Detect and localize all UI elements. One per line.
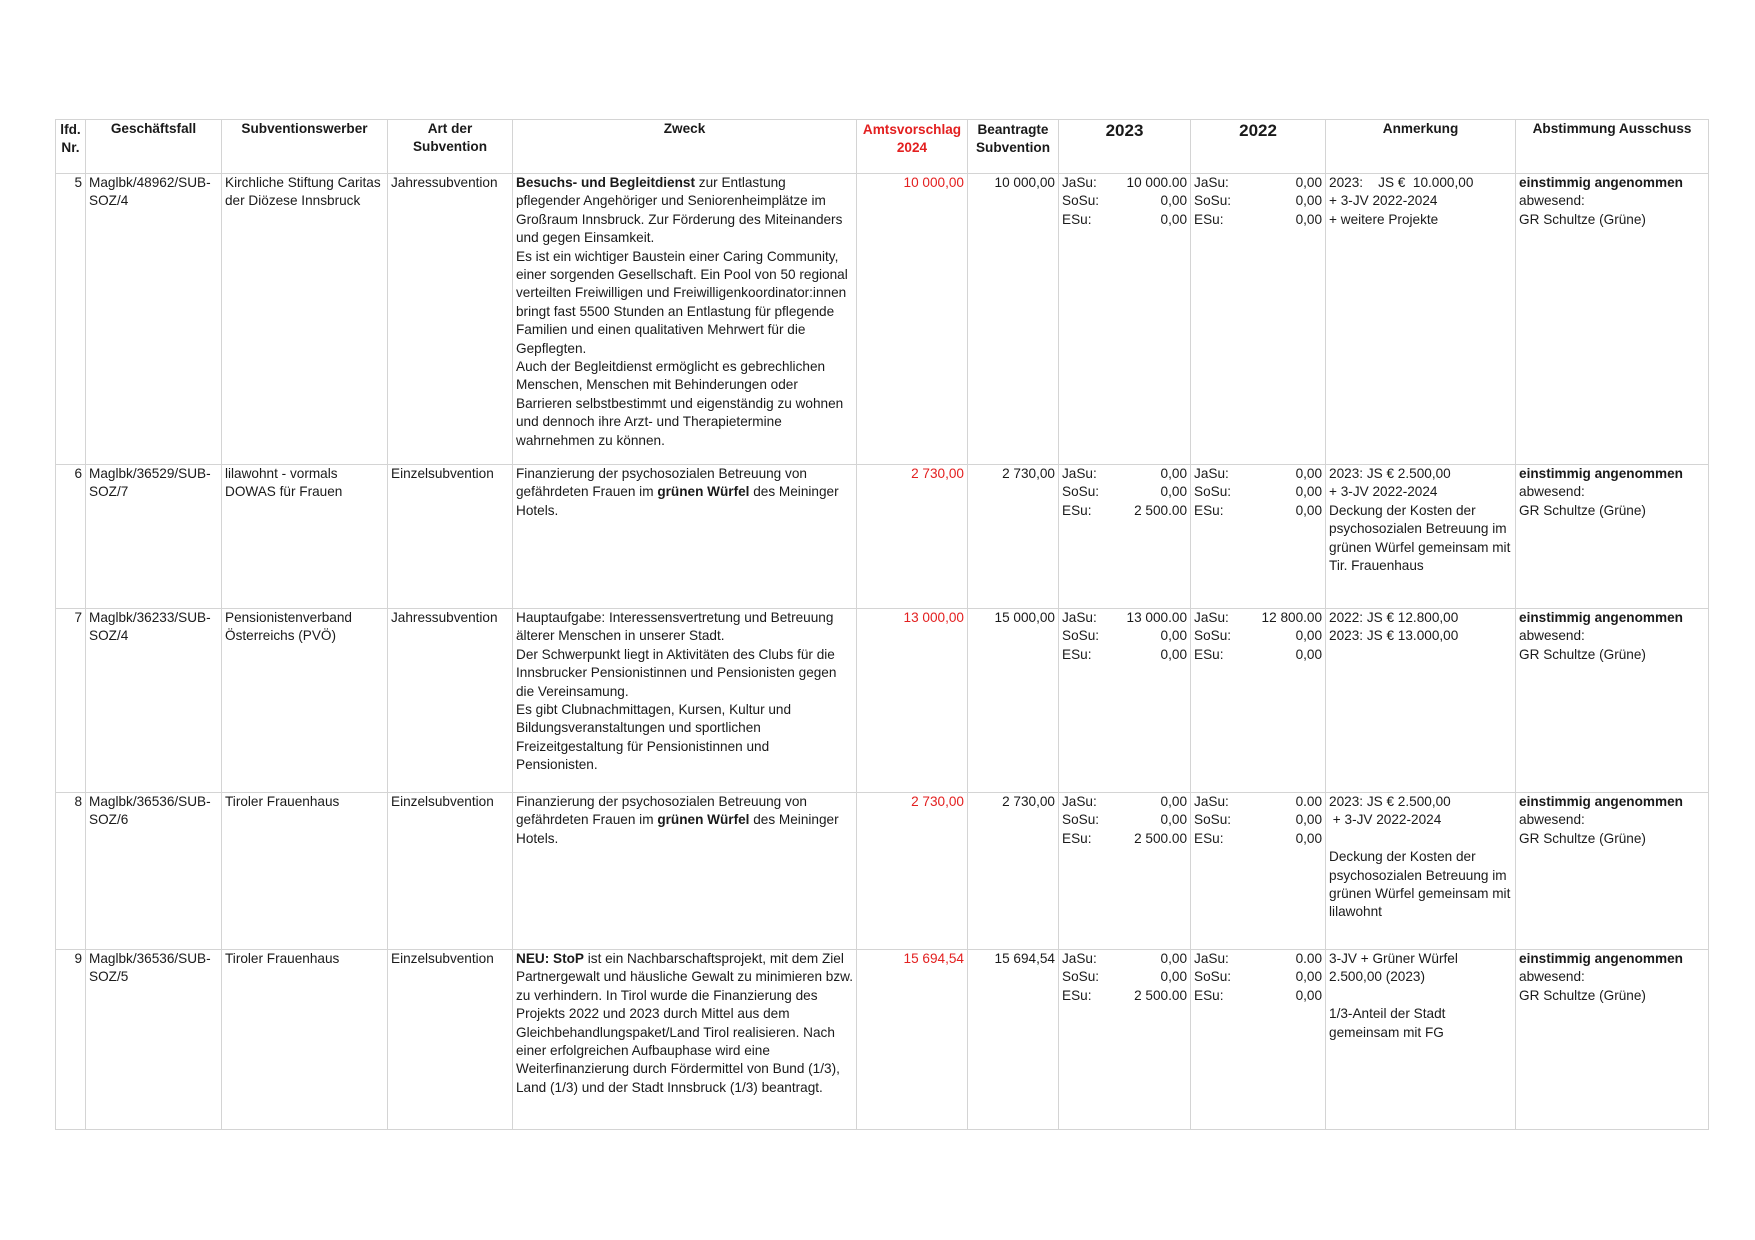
anmerkung-line1: 3-JV + Grüner Würfel [1329, 951, 1458, 966]
value-2022-sosu: 0,00 [1295, 193, 1323, 209]
value-2023-esu: 2 500.00 [1134, 830, 1188, 846]
value-2022-jasu: 0.00 [1295, 951, 1323, 966]
anmerkung-line1: 2023: JS € 2.500,00 [1329, 794, 1451, 809]
value-2023-esu: 2 500.00 [1134, 987, 1188, 1003]
row-2023-values [1108, 793, 1191, 950]
value-2023-jasu: 0,00 [1160, 466, 1188, 481]
label-jasu: JaSu: [1194, 794, 1229, 809]
row-2023-values [1108, 174, 1191, 465]
value-2023-jasu: 10 000.00 [1126, 175, 1188, 190]
geschaeftsfall-line2: SOZ/4 [89, 193, 129, 209]
row-geschaeftsfall [86, 793, 222, 950]
row-2023-labels [1059, 465, 1108, 609]
label-sosu: SoSu: [1194, 193, 1232, 209]
vote-result: einstimmig angenommen [1519, 610, 1683, 625]
row-nr: 5 [56, 174, 86, 465]
anmerkung-line2: 2023: JS € 13.000,00 [1329, 628, 1459, 644]
anmerkung-spacer [1329, 830, 1512, 848]
row-2022-labels [1191, 174, 1240, 465]
row-subventionswerber: lilawohnt - vormals DOWAS für Frauen [222, 465, 388, 609]
geschaeftsfall-line2: SOZ/5 [89, 969, 129, 985]
anmerkung-line2: 2.500,00 (2023) [1329, 969, 1426, 985]
row-nr: 8 [56, 793, 86, 950]
value-2022-esu: 0,00 [1295, 502, 1323, 518]
absent-label: abwesend: [1519, 193, 1585, 209]
value-2023-esu: 2 500.00 [1134, 502, 1188, 518]
zweck-text-post: des Meininger Hotels. [516, 812, 839, 846]
table-header-row [56, 120, 1709, 174]
anmerkung-line3: + weitere Projekte [1329, 211, 1439, 227]
header-beantragte [968, 120, 1059, 174]
label-esu: ESu: [1062, 211, 1092, 227]
geschaeftsfall-line1: Maglbk/36529/SUB- [89, 466, 211, 481]
label-sosu: SoSu: [1062, 969, 1100, 985]
subsidy-table-sheet [55, 119, 1708, 1130]
absent-label: abwesend: [1519, 812, 1585, 828]
label-sosu: SoSu: [1062, 812, 1100, 828]
row-beantragt: 15 694,54 [968, 950, 1059, 1130]
zweck-bold: grünen Würfel [657, 484, 750, 500]
row-art: Einzelsubvention [388, 793, 513, 950]
geschaeftsfall-line2: SOZ/7 [89, 484, 129, 500]
row-2022-labels [1191, 465, 1240, 609]
row-2022-labels [1191, 793, 1240, 950]
label-esu: ESu: [1062, 830, 1092, 846]
row-anmerkung [1326, 793, 1516, 950]
zweck-text: Finanzierung der psychosozialen Betreuung von gefährdeten Frauen im [516, 466, 807, 500]
value-2022-jasu: 0.00 [1295, 794, 1323, 809]
label-sosu: SoSu: [1062, 484, 1100, 500]
value-2022-esu: 0,00 [1295, 646, 1323, 662]
label-jasu: JaSu: [1062, 466, 1097, 481]
header-beantragte-line1: Beantragte [977, 122, 1049, 137]
anmerkung-line1: 2022: JS € 12.800,00 [1329, 610, 1459, 625]
vote-result: einstimmig angenommen [1519, 951, 1683, 966]
zweck-text: Finanzierung der psychosozialen Betreuung von gefährdeten Frauen im [516, 794, 807, 828]
label-jasu: JaSu: [1194, 951, 1229, 966]
absent-name: GR Schultze (Grüne) [1519, 987, 1646, 1003]
zweck-text-2: Es ist ein wichtiger Baustein einer Caring Community, einer sorgenden Gesellschaft. Ein Pool von 50 regional verteilten Freiwilligen und Freiwilligenkoordinator:innen bringt fast 5500 Stunden an Entlastung für pflegende Familien und einen qualitativen Mehrwert für die Gepflegten. [516, 248, 848, 356]
label-jasu: JaSu: [1062, 794, 1097, 809]
row-amtsvorschlag: 2 730,00 [857, 465, 968, 609]
anmerkung-line2: + 3-JV 2022-2024 [1329, 484, 1438, 500]
absent-name: GR Schultze (Grüne) [1519, 646, 1646, 662]
row-anmerkung [1326, 609, 1516, 793]
row-zweck [513, 609, 857, 793]
value-2023-sosu: 0,00 [1160, 812, 1188, 828]
header-art-line1: Art der [427, 121, 473, 136]
row-subventionswerber: Pensionistenverband Österreichs (PVÖ) [222, 609, 388, 793]
anmerkung-line2: + 3-JV 2022-2024 [1329, 812, 1442, 828]
label-esu: ESu: [1062, 646, 1092, 662]
table-row [56, 465, 1709, 609]
row-zweck [513, 465, 857, 609]
row-2022-values [1240, 174, 1326, 465]
header-lfd: lfd. [60, 122, 81, 137]
value-2022-jasu: 0,00 [1295, 175, 1323, 190]
zweck-bold: Besuchs- und Begleitdienst [516, 175, 696, 190]
table-row [56, 174, 1709, 465]
row-2023-labels [1059, 950, 1108, 1130]
geschaeftsfall-line2: SOZ/4 [89, 628, 129, 644]
table-row [56, 609, 1709, 793]
geschaeftsfall-line1: Maglbk/36536/SUB- [89, 794, 211, 809]
row-subventionswerber: Tiroler Frauenhaus [222, 950, 388, 1130]
header-year-2023: 2023 [1059, 120, 1191, 174]
zweck-text: ist ein Nachbarschaftsprojekt, mit dem Ziel Partnergewalt und häusliche Gewalt zu minimieren bzw. zu verhindern. In Tirol wurde die Finanzierung des Projekts 2022 und 2023 durch Mittel aus dem Gleichbehandlungspaket/Land Tirol realisieren. Nach einer erfolgreichen Aufbauphase wird eine Weiterfinanzierung durch Fördermittel von Bund (1/3), Land (1/3) und der Stadt Innsbruck (1/3) beantragt. [516, 951, 853, 1095]
label-sosu: SoSu: [1062, 628, 1100, 644]
anmerkung-line3: 1/3-Anteil der Stadt gemeinsam mit FG [1329, 1006, 1446, 1040]
header-geschaeftsfall: Geschäftsfall [86, 120, 222, 174]
label-jasu: JaSu: [1194, 175, 1229, 190]
value-2023-sosu: 0,00 [1160, 628, 1188, 644]
row-nr: 7 [56, 609, 86, 793]
row-nr: 9 [56, 950, 86, 1130]
row-2023-labels [1059, 793, 1108, 950]
header-subventionswerber: Subventionswerber [222, 120, 388, 174]
row-2022-labels [1191, 609, 1240, 793]
label-esu: ESu: [1062, 987, 1092, 1003]
value-2023-sosu: 0,00 [1160, 484, 1188, 500]
label-jasu: JaSu: [1062, 610, 1097, 625]
label-jasu: JaSu: [1194, 610, 1229, 625]
row-anmerkung [1326, 174, 1516, 465]
header-amts-line1: Amtsvorschlag [862, 122, 962, 137]
geschaeftsfall-line1: Maglbk/36233/SUB- [89, 610, 211, 625]
row-beantragt: 15 000,00 [968, 609, 1059, 793]
absent-name: GR Schultze (Grüne) [1519, 830, 1646, 846]
value-2023-sosu: 0,00 [1160, 193, 1188, 209]
row-beantragt: 10 000,00 [968, 174, 1059, 465]
label-jasu: JaSu: [1062, 951, 1097, 966]
absent-name: GR Schultze (Grüne) [1519, 502, 1646, 518]
label-jasu: JaSu: [1194, 466, 1229, 481]
header-nr: Nr. [61, 140, 80, 156]
table-row [56, 950, 1709, 1130]
row-subventionswerber: Kirchliche Stiftung Caritas der Diözese Innsbruck [222, 174, 388, 465]
row-abstimmung [1516, 950, 1709, 1130]
row-geschaeftsfall [86, 465, 222, 609]
row-2023-values [1108, 609, 1191, 793]
row-zweck [513, 950, 857, 1130]
geschaeftsfall-line1: Maglbk/48962/SUB- [89, 175, 211, 190]
row-2023-labels [1059, 174, 1108, 465]
geschaeftsfall-line2: SOZ/6 [89, 812, 129, 828]
geschaeftsfall-line1: Maglbk/36536/SUB- [89, 951, 211, 966]
row-subventionswerber: Tiroler Frauenhaus [222, 793, 388, 950]
row-2022-values [1240, 609, 1326, 793]
row-2023-values [1108, 950, 1191, 1130]
row-amtsvorschlag: 2 730,00 [857, 793, 968, 950]
row-anmerkung [1326, 465, 1516, 609]
row-zweck [513, 793, 857, 950]
vote-result: einstimmig angenommen [1519, 175, 1683, 190]
value-2022-esu: 0,00 [1295, 987, 1323, 1003]
row-geschaeftsfall [86, 609, 222, 793]
header-abstimmung: Abstimmung Ausschuss [1516, 120, 1709, 174]
header-beantragte-line2: Subvention [975, 140, 1050, 156]
row-2022-labels [1191, 950, 1240, 1130]
row-zweck [513, 174, 857, 465]
header-art-line2: Subvention [412, 139, 487, 155]
anmerkung-spacer [1329, 987, 1512, 1005]
anmerkung-line3: Deckung der Kosten der psychosozialen Betreuung im grünen Würfel gemeinsam mit lilawohnt [1329, 849, 1511, 920]
label-esu: ESu: [1194, 646, 1224, 662]
anmerkung-line1: 2023: JS € 10.000,00 [1329, 175, 1474, 190]
label-esu: ESu: [1062, 502, 1092, 518]
row-beantragt: 2 730,00 [968, 793, 1059, 950]
row-abstimmung [1516, 609, 1709, 793]
row-geschaeftsfall [86, 950, 222, 1130]
value-2022-sosu: 0,00 [1295, 812, 1323, 828]
absent-name: GR Schultze (Grüne) [1519, 211, 1646, 227]
absent-label: abwesend: [1519, 628, 1585, 644]
vote-result: einstimmig angenommen [1519, 466, 1683, 481]
value-2022-jasu: 0,00 [1295, 466, 1323, 481]
row-amtsvorschlag: 10 000,00 [857, 174, 968, 465]
row-art: Jahressubvention [388, 174, 513, 465]
zweck-text-3: Es gibt Clubnachmittagen, Kursen, Kultur und Bildungsveranstaltungen und sportlichen Freizeitgestaltung für Pensionistinnen und Pensionisten. [516, 702, 792, 773]
label-esu: ESu: [1194, 987, 1224, 1003]
row-amtsvorschlag: 15 694,54 [857, 950, 968, 1130]
value-2022-sosu: 0,00 [1295, 484, 1323, 500]
value-2023-jasu: 13 000.00 [1126, 610, 1188, 625]
header-zweck: Zweck [513, 120, 857, 174]
row-art: Einzelsubvention [388, 465, 513, 609]
zweck-text: zur Entlastung pflegender Angehöriger und Seniorenheimplätze im Großraum Innsbruck. Zur Förderung des Miteinanders und gegen Einsamkeit. [516, 175, 843, 246]
header-amts-line2: 2024 [896, 140, 928, 156]
header-anmerkung: Anmerkung [1326, 120, 1516, 174]
label-sosu: SoSu: [1194, 484, 1232, 500]
label-sosu: SoSu: [1194, 969, 1232, 985]
label-sosu: SoSu: [1194, 812, 1232, 828]
zweck-text: Hauptaufgabe: Interessensvertretung und Betreuung älterer Menschen in unserer Stadt. [516, 610, 834, 644]
value-2023-sosu: 0,00 [1160, 969, 1188, 985]
row-beantragt: 2 730,00 [968, 465, 1059, 609]
label-jasu: JaSu: [1062, 175, 1097, 190]
absent-label: abwesend: [1519, 484, 1585, 500]
value-2022-esu: 0,00 [1295, 211, 1323, 227]
header-lfd-nr [56, 120, 86, 174]
anmerkung-line3: Deckung der Kosten der psychosozialen Betreuung im grünen Würfel gemeinsam mit Tir. Frauenhaus [1329, 502, 1511, 574]
row-2022-values [1240, 793, 1326, 950]
label-sosu: SoSu: [1062, 193, 1100, 209]
row-2022-values [1240, 950, 1326, 1130]
zweck-text-2: Der Schwerpunkt liegt in Aktivitäten des Clubs für die Innsbrucker Pensionistinnen und Pensionisten gegen die Vereinsamung. [516, 646, 837, 699]
value-2022-sosu: 0,00 [1295, 969, 1323, 985]
zweck-bold: grünen Würfel [657, 812, 750, 828]
vote-result: einstimmig angenommen [1519, 794, 1683, 809]
absent-label: abwesend: [1519, 969, 1585, 985]
label-esu: ESu: [1194, 502, 1224, 518]
label-esu: ESu: [1194, 830, 1224, 846]
value-2023-esu: 0,00 [1160, 646, 1188, 662]
header-year-2022: 2022 [1191, 120, 1326, 174]
row-art: Einzelsubvention [388, 950, 513, 1130]
row-abstimmung [1516, 793, 1709, 950]
row-2023-labels [1059, 609, 1108, 793]
value-2022-esu: 0,00 [1295, 830, 1323, 846]
row-2022-values [1240, 465, 1326, 609]
value-2022-jasu: 12 800.00 [1261, 610, 1323, 625]
anmerkung-line2: + 3-JV 2022-2024 [1329, 193, 1438, 209]
zweck-bold: NEU: StoP [516, 951, 584, 966]
header-art [388, 120, 513, 174]
value-2023-jasu: 0,00 [1160, 951, 1188, 966]
row-art: Jahressubvention [388, 609, 513, 793]
row-2023-values [1108, 465, 1191, 609]
anmerkung-line1: 2023: JS € 2.500,00 [1329, 466, 1451, 481]
value-2023-jasu: 0,00 [1160, 794, 1188, 809]
value-2023-esu: 0,00 [1160, 211, 1188, 227]
value-2022-sosu: 0,00 [1295, 628, 1323, 644]
label-esu: ESu: [1194, 211, 1224, 227]
row-abstimmung [1516, 465, 1709, 609]
row-nr: 6 [56, 465, 86, 609]
header-amtsvorschlag [857, 120, 968, 174]
row-amtsvorschlag: 13 000,00 [857, 609, 968, 793]
row-anmerkung [1326, 950, 1516, 1130]
zweck-text-post: des Meininger Hotels. [516, 484, 839, 518]
subsidy-table [55, 119, 1709, 1130]
label-sosu: SoSu: [1194, 628, 1232, 644]
row-abstimmung [1516, 174, 1709, 465]
table-row [56, 793, 1709, 950]
zweck-text-3: Auch der Begleitdienst ermöglicht es gebrechlichen Menschen, Menschen mit Behinderungen oder Barrieren selbstbestimmt und eigenständig zu wohnen und dennoch ihre Arzt- und Therapietermine wahrnehmen zu können. [516, 359, 844, 448]
row-geschaeftsfall [86, 174, 222, 465]
